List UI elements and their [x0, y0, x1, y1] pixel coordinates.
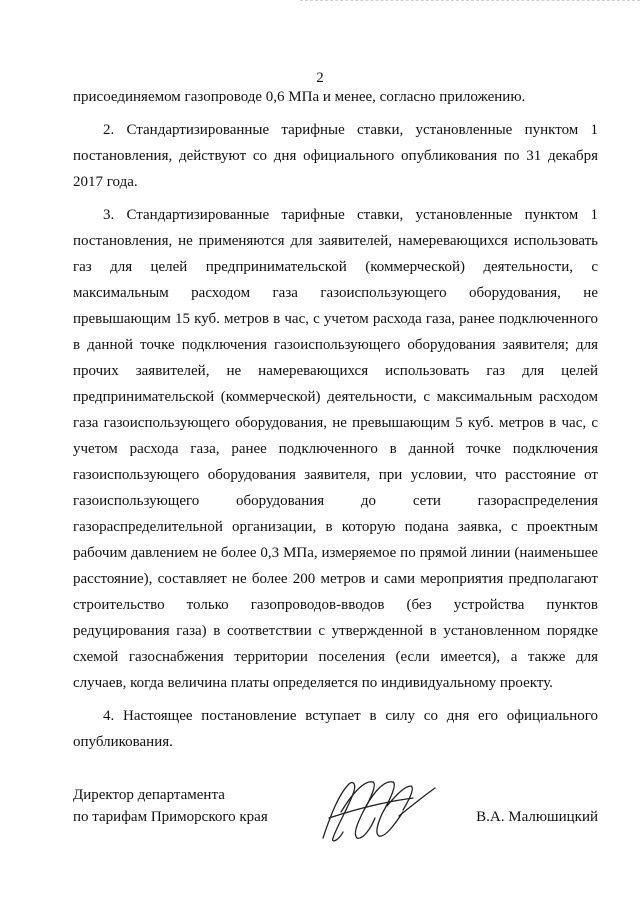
page-number: 2	[316, 70, 324, 86]
signer-name: В.А. Малюшицкий	[476, 809, 598, 825]
document-body	[73, 84, 598, 755]
paragraph-4: 4. Настоящее постановление вступает в силу со дня его официального опубликования.	[73, 708, 598, 750]
paragraph-continuation: присоединяемом газопроводе 0,6 МПа и менее, согласно приложению.	[73, 89, 526, 105]
signature-block	[73, 784, 598, 854]
signer-title-line-2: по тарифам Приморского края	[73, 809, 268, 825]
scan-edge-line	[300, 0, 640, 3]
paragraph-2: 2. Стандартизированные тарифные ставки, установленные пунктом 1 постановления, действуют со дня официального опубликования по 31 декабря 2017 года.	[73, 122, 598, 190]
handwritten-signature-image	[313, 772, 443, 852]
signer-title	[73, 784, 268, 828]
paragraph-3: 3. Стандартизированные тарифные ставки, установленные пунктом 1 постановления, не применяются для заявителей, намеревающихся использовать газ для целей предпринимательской (коммерческой) деятельности, с максимальным расходом газа газоиспользующего оборудования, не превышающим 15 куб. метров в час, с учетом расхода газа, ранее подключенного в данной точке подключения газоиспользующего оборудования заявителя; для прочих заявителей, не намеревающихся использовать газ для целей предпринимательской (коммерческой) деятельности, с максимальным расходом газа газоиспользующего оборудования, не превышающим 5 куб. метров в час, с учетом расхода газа, ранее подключенного в данной точке подключения газоиспользующего оборудования заявителя, при условии, что расстояние от газоиспользующего оборудования до сети газораспределения газораспределительной организации, в которую подана заявка, с проектным рабочим давлением не более 0,3 МПа, измеряемое по прямой линии (наименьшее расстояние), составляет не более 200 метров и сами мероприятия предполагают строительство только газопроводов-вводов (без устройства пунктов редуцирования газа) в соответствии с утвержденной в установленном порядке схемой газоснабжения территории поселения (если имеется), а также для случаев, когда величина платы определяется по индивидуальному проекту.	[73, 207, 598, 691]
signer-title-line-1: Директор департамента	[73, 787, 225, 803]
